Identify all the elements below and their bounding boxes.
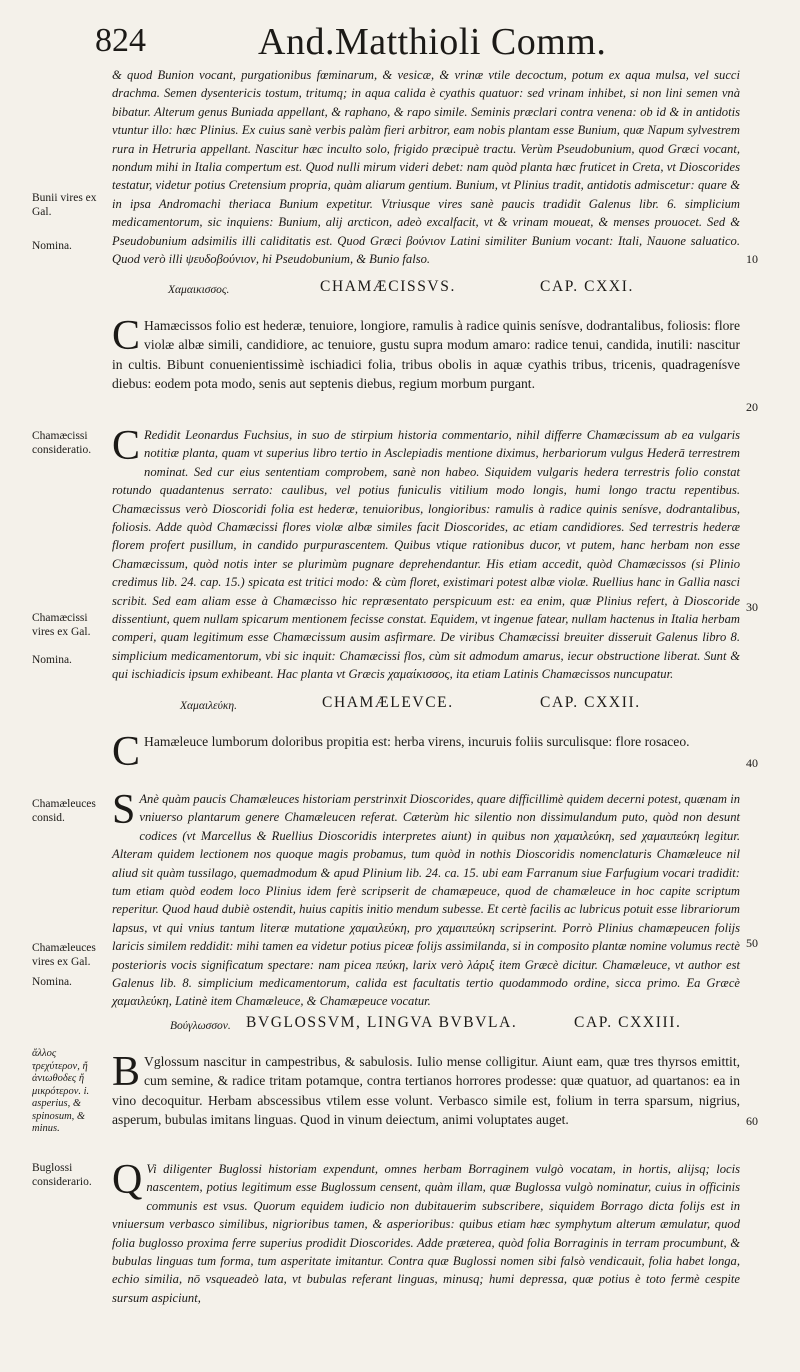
chamaecissus-commentary-text: Redidit Leonardus Fuchsius, in suo de stirpium historia commentario, nihil differre Chamæcissum ab ea vulgaris notitiæ planta, quam vt superius libro tertio in Asclepiadis mentione diximus, herbariorum vulgus Hederā terrestrem nominat. Sed cur eius sententiam comprobem, sanè non habeo. Siquidem vulgaris hedera terrestris folio constat rotundo quadantenus serrato: caulibus, vel potius funiculis vitilium modo longis, humi longo tractu repentibus. Chamæcissus verò Dioscoridi folia est hederæ, tenuioribus, longioribus: ramulis à radice quinis senísve, dodrantalibus, foliosis. Adde quòd Chamæcissi flores violæ albæ similes facit Dioscorides, ac etiam candidiores. Sed terrestris hederæ florem profert pusillum, in candido purpurascentem. Quibus vtique rationibus ducor, vt putem, hanc herbam non esse Chamæcissum, quòd notis inter se plurimùm pugnare deprehendantur. His etiam accedit, quòd Chamæcissos (si Plinio credimus lib. 24. cap. 15.) spicata est tritici modo: & cùm floret, existimari potest albæ violæ. Ruellius hanc in Gallia nasci scribit. Sed eam aliam esse à Chamæcisso hic repræsentato perspicuum est: ea enim, quæ Plinius refert, à Dioscoride dissentiunt, quem nullam spicarum mentionem fecisse constat. Equidem, vt ingenue fatear, nullam hactenus in Italia herbam comperi, quam legitimum esse Chamæcissum ausim asfirmare. De viribus Chamæcissi breuiter disseruit Galenus libro 8. simplicium medicamentorum, vbi sic inquit: Chamæcissi flos, cùm sit admodum amarus, iecur obstructione liberat. Sunt & qui ischiadicis ipsum exhibeant. Hac planta vt Græcis χαμαίκισσος, ita etiam Latinis Chamæcissos nuncupatur. bbox=[112, 428, 740, 682]
running-head: And.Matthioli Comm. bbox=[258, 21, 607, 63]
line-number: 60 bbox=[746, 1114, 758, 1128]
buglossum-title: BVGLOSSVM, LINGVA BVBVLA. bbox=[246, 1014, 518, 1031]
buglossum-commentary bbox=[112, 1157, 740, 1307]
chamaeleuce-greek-title: Χαμαιλεύκη. bbox=[180, 700, 237, 712]
chamaecissus-title: CHAMÆCISSVS. bbox=[320, 278, 456, 295]
line-number: 40 bbox=[746, 756, 758, 770]
drop-cap-q: Q bbox=[112, 1157, 143, 1203]
chamaecissus-cap: CAP. CXXI. bbox=[540, 278, 634, 295]
chamaecissus-commentary bbox=[112, 423, 740, 684]
margin-note-chamaecissi-consideratio: Chamæcissi consideratio. bbox=[32, 430, 92, 456]
chamaecissus-dioscorides-text: Hamæcissos folio est hederæ, tenuiore, longiore, ramulis à radice quinis senísve, dodrantalibus, foliosis: flore violæ albæ simili, candidiore, ac tenuiore, gustu supra modum amaro: radice tenui, candida, inutili: nascitur in cultis. Bibunt conuenientissimè ischiadici folia, tribus obolis in aquæ cyathis tribus, tricenis, quadragenísve diebus: eodem pota modo, senis aut septenis diebus, regium morbum purgant. bbox=[112, 318, 740, 391]
margin-note-buglossi-consideratio: Buglossi considerario. bbox=[32, 1162, 92, 1188]
chamaeleuce-dioscorides bbox=[112, 729, 740, 775]
buglossum-commentary-text: Vi diligenter Buglossi historiam expendunt, omnes herbam Borraginem vulgò vocatam, in hortis, alijsq; locis nascentem, potius legitimum esse Buglossum censent, quàm illam, quæ Buglossa vulgò nominatur, cuius in officinis communis est vsus. Quorum equidem iudicio non dubitauerim subscribere, siquidem Borrago dicta folijs est in vniuersum verbasco similibus, nigrioribus tamen, & asperioribus: quibus etiam hæc symphytum alterum æmulatur, quod folia buglosso proxima ferre superius prodidit Dioscorides. Adde præterea, quòd folia Borraginis in terram procumbunt, & bubulas linguas tum forma, tum asperitate imitantur. Contra quæ Buglossi nomen sibi falsò vendicauit, folia habet longa, echio similia, nō vsqueadeò lata, vt bubulas referant linguas, minusq; humi depressa, quæ potius è toto fermè cespite sursum aspiciunt, bbox=[112, 1162, 740, 1305]
chamaecissus-greek-title: Χαμαικισσος. bbox=[168, 284, 230, 296]
margin-note-nomina: Nomina. bbox=[32, 654, 72, 666]
line-number: 50 bbox=[746, 936, 758, 950]
drop-cap-b: B bbox=[112, 1049, 141, 1095]
margin-note-chamaeleuces-vires: Chamæleuces vires ex Gal. bbox=[32, 942, 96, 968]
bunium-commentary-text: & quod Bunion vocant, purgationibus fœminarum, & vesicæ, & vrinæ vtile decoctum, potum ex aqua mulsa, vel succi drachma. Semen dysentericis tostum, tritumq; in aqua calida è cyathis quatuor: sed vrinam inhibet, si non lini semen vnà bibatur. Alterum genus Buniada appellant, & raphano, & rapo simile. Seminis præclari contra venena: ob id & in antidotis vtuntur illo: hæc Plinius. Ex cuius sanè verbis palàm fieri arbitror, eam nobis plantam esse Bunium, quæ Napum sylvestrem rura in Hetruria appellant. Nascitur hæc inculto solo, frigido præcipuè tractu. Verùm Pseudobunium, quod Græci vocant, nondum mihi in Italia compertum est. Quod nulli mirum videri debet: nam quòd planta hæc fruticet in Creta, vt Dioscorides testatur, videtur potius Cretensium propria, quàm aliarum gentium. Bunium, vt Plinius tradit, antidotis admiscetur: quare & in ipsa Andromachi theriaca Bunium expetitur. Vtriusque vires sanè paucis tradidit Galenus libr. 6. simplicium medicamentorum, sic inquiens: Bunium, alij arcticon, adeò excalfacit, vt & vrinam moueat, & menses prouocet. Sed & Pseudobunium adsimilis illi caliditatis est. Quod Græci βούνιον Latini similiter Bunium vocant: Itali, Nauone saluatico. Quod verò illi ψευδοβούνιον, hi Pseudobunium, & Bunio falso. bbox=[112, 68, 740, 267]
chamaecissus-dioscorides bbox=[112, 313, 740, 393]
margin-note-nomina: Nomina. bbox=[32, 240, 72, 252]
buglossum-dioscorides bbox=[112, 1049, 740, 1129]
drop-cap-c2: C bbox=[112, 423, 141, 469]
margin-note-chamaeleuces-consid: Chamæleuces consid. bbox=[32, 798, 96, 824]
line-number: 20 bbox=[746, 400, 758, 414]
chamaeleuce-title: CHAMÆLEVCE. bbox=[322, 694, 454, 711]
drop-cap-c3: C bbox=[112, 729, 141, 775]
drop-cap-s: S bbox=[112, 787, 136, 833]
bunium-commentary bbox=[112, 66, 740, 268]
margin-note-chamaecissi-vires: Chamæcissi vires ex Gal. bbox=[32, 612, 91, 638]
chamaeleuce-dioscorides-text: Hamæleuce lumborum doloribus propitia est: herba virens, incuruis foliis surculisque: flore rosaceo. bbox=[144, 734, 690, 749]
margin-note-greek-variant: ἄλλος τρεχύτερον, ἤ ἀνιωθοδες ἤ μικρότερον. i. asperius, & spinosum, & minus. bbox=[32, 1048, 90, 1134]
chamaeleuce-commentary-text: Anè quàm paucis Chamæleuces historiam perstrinxit Dioscorides, quare difficillimè quidem decerni potest, quænam in vniuerso plantarum genere Chamæleucen referat. Cæterùm hic silentio non dissimulandum puto, quòd non desunt codices (vt Marcellus & Ruellius Dioscoridis interpretes aiunt) in quibus non χαμαιλεύκη, sed χαμαιπεύκη legitur. Alteram quidem lectionem nos quoque magis probamus, tum quòd in nothis Dioscoridis nomenclaturis Chamæleuce nil aliud sit quàm tussilago, quemadmodum & apud Plinium lib. 24. ca. 15. ubi eam Farranum siue Farfugium vocari tradidit: tum etiam quòd eodem loco Plinius idem ferè scripserit de chamæpeuce, quod de chamæleuce in hoc capite scriptum reperitur. Quod haud dubiè ostendit, huius capitis initio mendum subesse. Et certè facilis ac lubricus potuit esse librariorum lapsus, vt qui vnius tantum literæ mutatione χαμαιλεύκη, pro χαμαιπεύκη scripserint. Porrò Plinius chamæpeucen folijs laricis similem reddidit: mihi tamen ea videtur potius piceæ folijs assimilanda, si in composito plantæ nomine volumus rectè posterioris vocis significatum spectare: nam picea πεύκη, larix verò λάριξ item Græcè dicitur. Chamæleuce, vt author est Galenus lib. 8. simplicium medicamentorum, calida est facultatis tertio quodammodo ordine, sicca primo. Ea Græcè χαμαιλεύκη, Latinè item Chamæleuce, & Chamæpeuce vocatur. bbox=[112, 792, 740, 1009]
buglossum-cap: CAP. CXXIII. bbox=[574, 1014, 682, 1031]
drop-cap-c: C bbox=[112, 313, 141, 359]
buglossum-dioscorides-text: Vglossum nascitur in campestribus, & sabulosis. Iulio mense colligitur. Aiunt eam, quæ tres thyrsos emittit, cum semine, & radice tritam potamque, contra tertianos horrores prodesse: quæ quatuor, ad quartanos: ea in vino decoquitur. Herbam abscessibus vtilem esse volunt. Verbasco simile est, folium in terra sparsum, nigrius, asperum, bubulas imitans linguas. Quod in vinum deiectum, animi voluptates auget. bbox=[112, 1054, 740, 1127]
buglossum-greek-title: Βούγλωσσον. bbox=[170, 1020, 231, 1032]
line-number: 30 bbox=[746, 600, 758, 614]
chamaeleuce-cap: CAP. CXXII. bbox=[540, 694, 641, 711]
margin-note-bunii-vires: Bunii vires ex Gal. bbox=[32, 192, 97, 218]
chamaeleuce-commentary bbox=[112, 787, 740, 1011]
margin-note-nomina: Nomina. bbox=[32, 976, 72, 988]
line-number: 10 bbox=[746, 252, 758, 266]
page-number: 824 bbox=[95, 22, 146, 59]
